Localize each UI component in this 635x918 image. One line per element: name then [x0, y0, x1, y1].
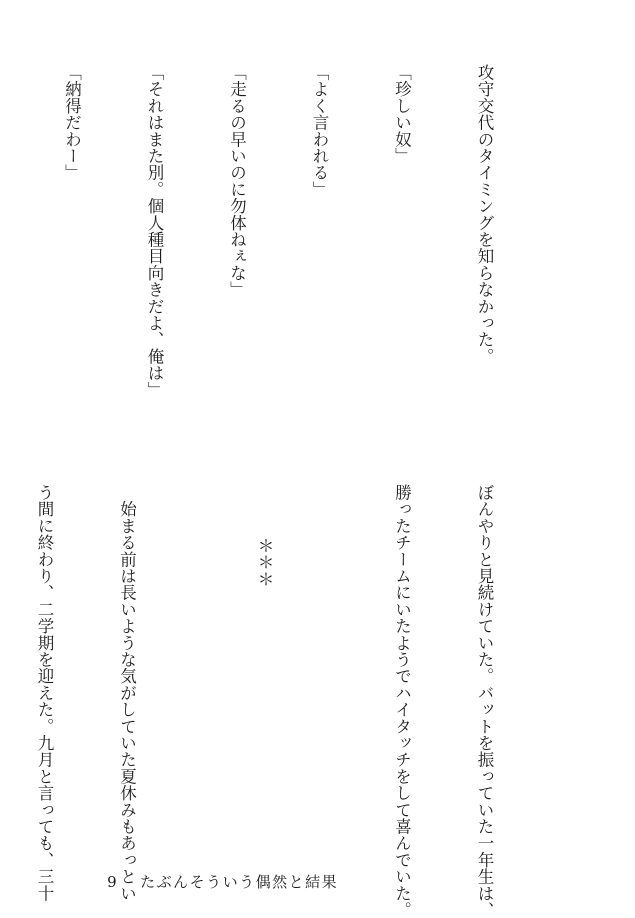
- text-line: 攻守交代のタイミングを知らなかった。: [475, 64, 494, 365]
- text-line: 「よく言われる」: [310, 64, 329, 198]
- text-line: 「納得だわー」: [62, 64, 82, 181]
- scene-break: ＊＊＊: [255, 536, 274, 587]
- top-text-block: [0, 64, 553, 444]
- page-number: 9: [107, 873, 119, 891]
- text-line: 「走るの早いのに勿体ねぇな」: [227, 64, 247, 298]
- page-footer: [82, 853, 338, 910]
- text-line: う間に終わり、二学期を迎えた。九月と言っても、三十: [35, 484, 54, 902]
- text-line: ぼんやりと見続けていた。バットを振っていた一年生は、: [475, 484, 494, 918]
- text-line: 「それはまた別。個人種目向きだよ、俺は」: [145, 64, 164, 398]
- text-line: 勝ったチームにいたようでハイタッチをして喜んでいた。: [392, 484, 412, 918]
- text-line: 「珍しい奴」: [392, 64, 412, 165]
- text-line: 始まる前は長いような気がしていた夏休みもあっとい: [117, 484, 137, 902]
- text-line: [0, 64, 3, 444]
- book-title: たぶんそういう偶然と結果: [140, 873, 339, 891]
